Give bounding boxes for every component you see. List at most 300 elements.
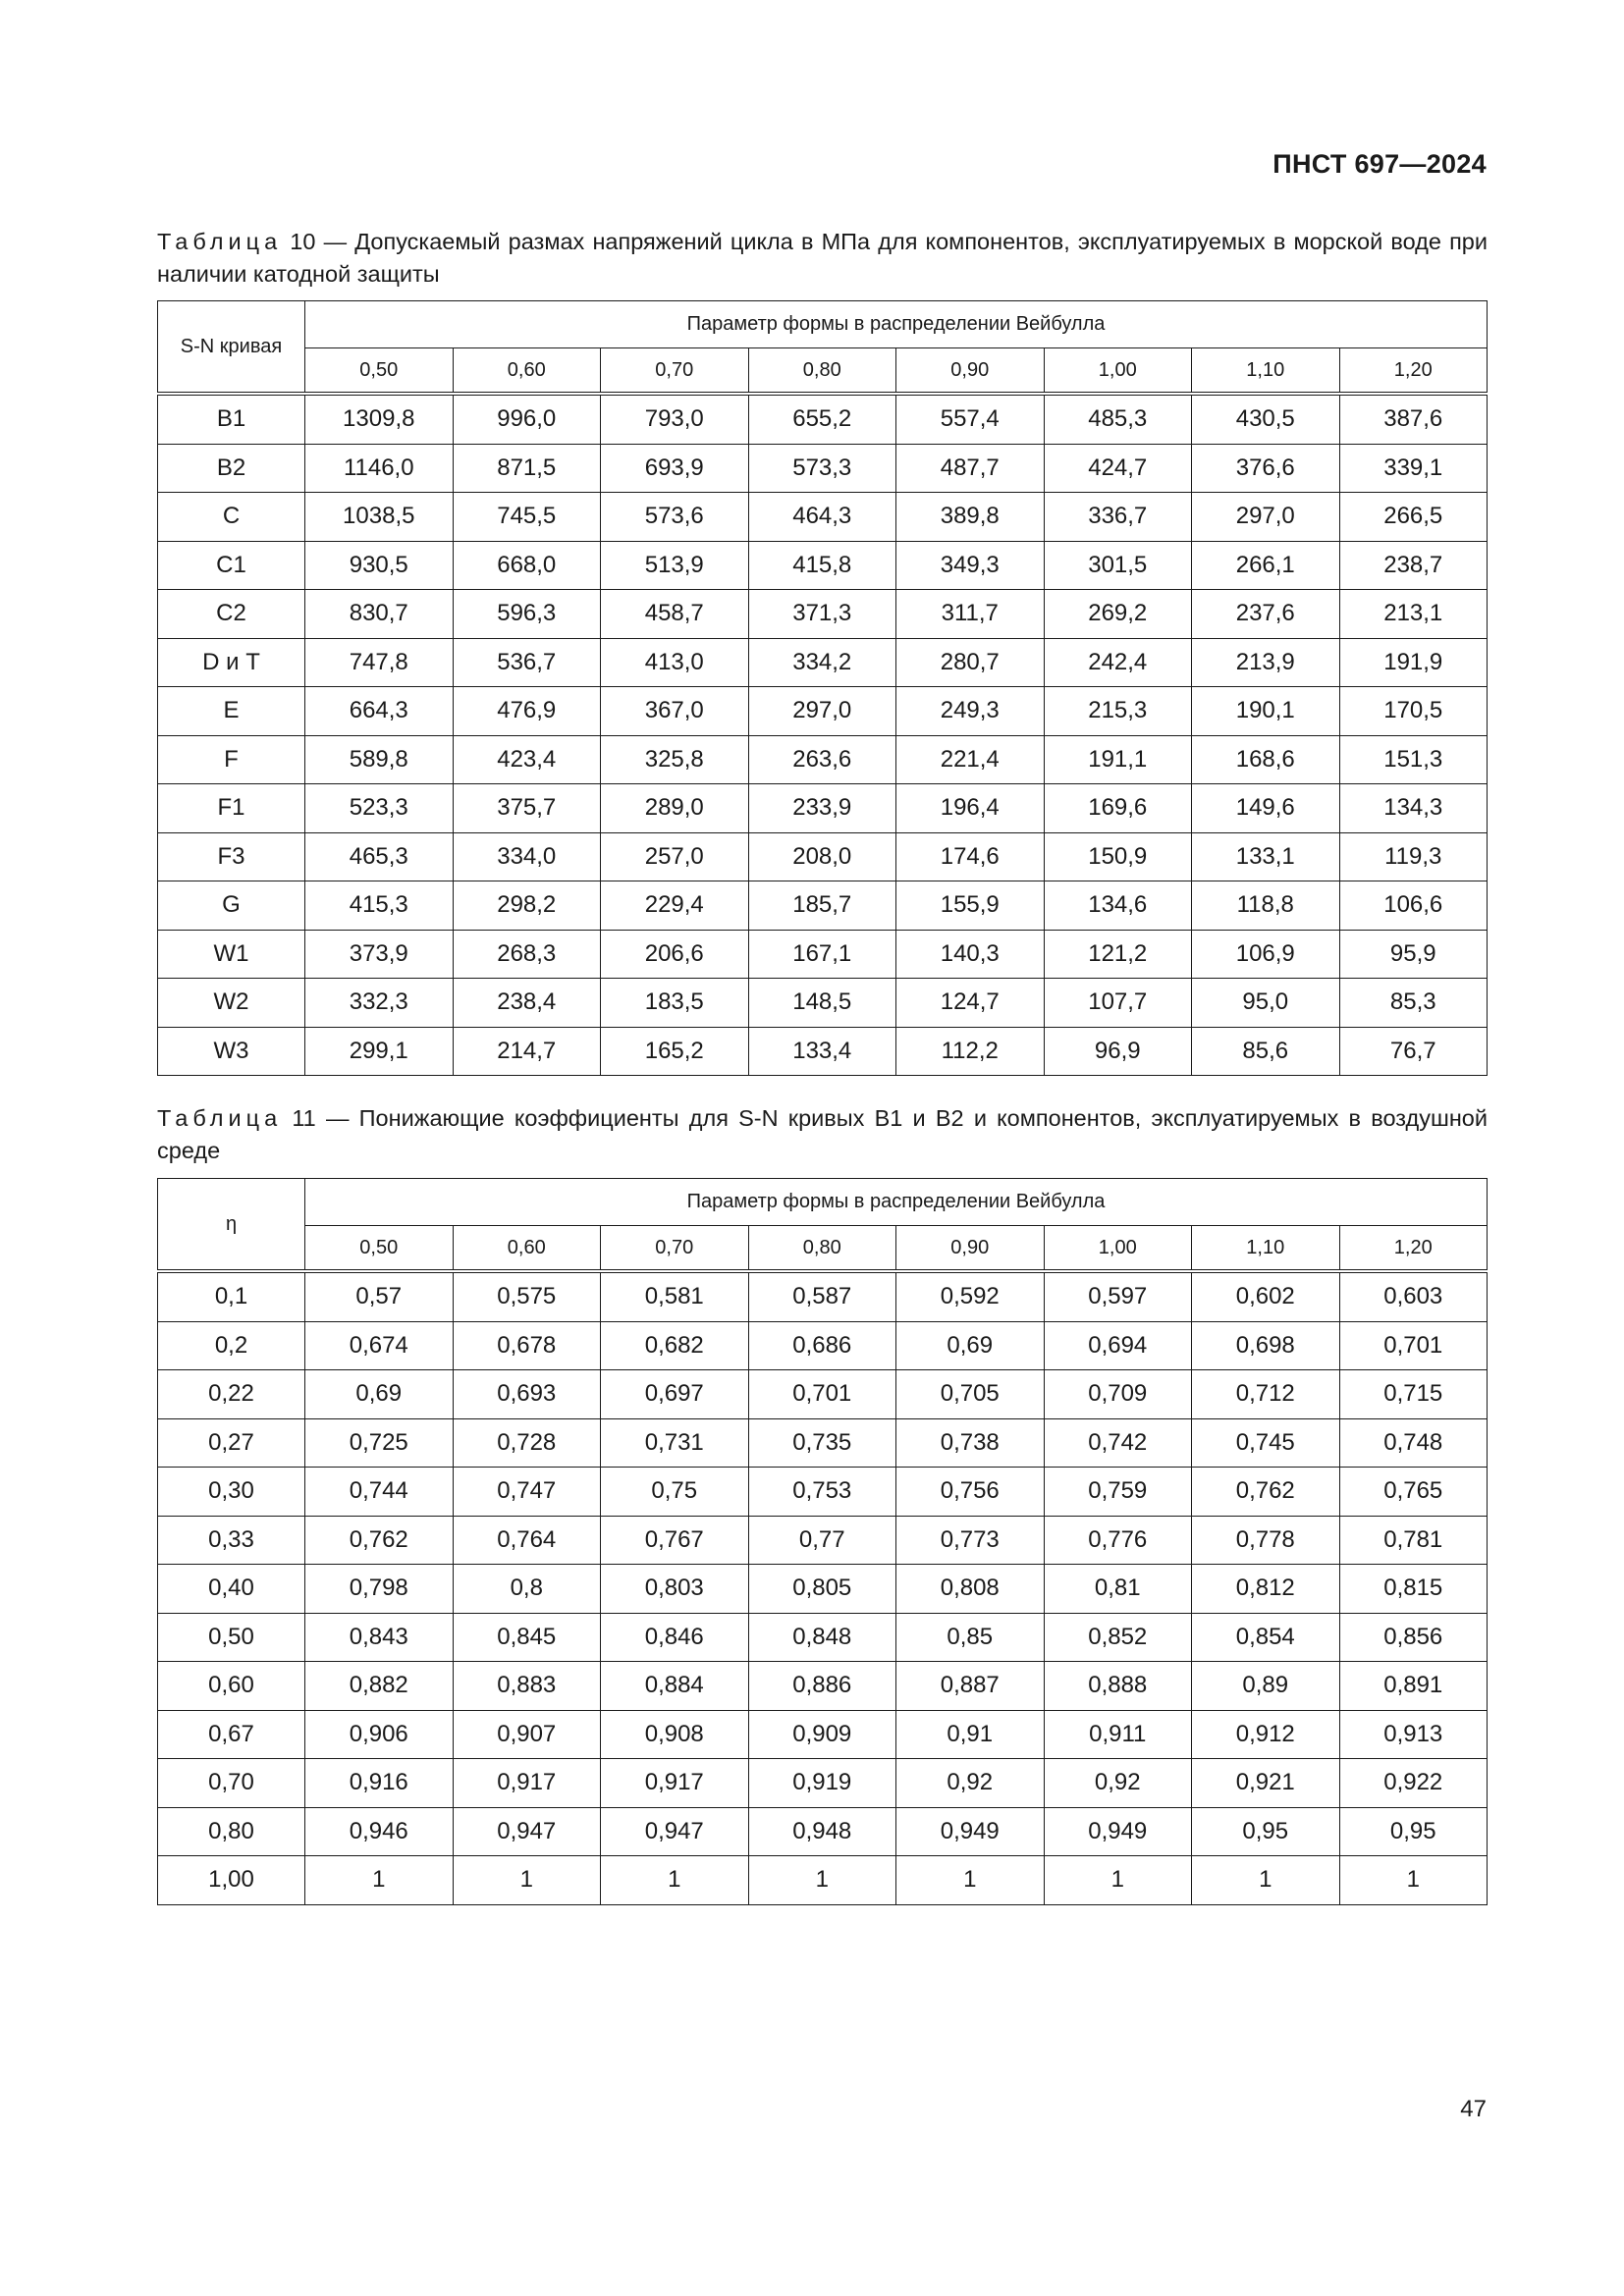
value-cell: 0,747 <box>453 1468 601 1517</box>
value-cell: 573,3 <box>748 444 896 493</box>
value-cell: 513,9 <box>601 541 749 590</box>
value-cell: 415,3 <box>305 881 454 931</box>
value-cell: 95,0 <box>1192 979 1340 1028</box>
value-cell: 0,762 <box>305 1516 454 1565</box>
row-label-cell: 0,1 <box>158 1271 305 1321</box>
value-cell: 0,92 <box>1044 1759 1192 1808</box>
value-cell: 536,7 <box>453 638 601 687</box>
value-cell: 465,3 <box>305 832 454 881</box>
value-cell: 0,908 <box>601 1710 749 1759</box>
column-header: 0,60 <box>453 348 601 395</box>
value-cell: 297,0 <box>748 687 896 736</box>
value-cell: 76,7 <box>1339 1027 1488 1076</box>
value-cell: 0,693 <box>453 1370 601 1419</box>
value-cell: 458,7 <box>601 590 749 639</box>
value-cell: 149,6 <box>1192 784 1340 833</box>
value-cell: 0,778 <box>1192 1516 1340 1565</box>
value-cell: 373,9 <box>305 930 454 979</box>
value-cell: 107,7 <box>1044 979 1192 1028</box>
value-cell: 0,949 <box>1044 1807 1192 1856</box>
column-header: 1,10 <box>1192 348 1340 395</box>
value-cell: 150,9 <box>1044 832 1192 881</box>
value-cell: 334,0 <box>453 832 601 881</box>
value-cell: 523,3 <box>305 784 454 833</box>
value-cell: 376,6 <box>1192 444 1340 493</box>
value-cell: 0,947 <box>601 1807 749 1856</box>
value-cell: 124,7 <box>896 979 1045 1028</box>
column-header: 0,80 <box>748 1226 896 1272</box>
value-cell: 1 <box>453 1856 601 1905</box>
value-cell: 413,0 <box>601 638 749 687</box>
value-cell: 0,744 <box>305 1468 454 1517</box>
value-cell: 0,597 <box>1044 1271 1192 1321</box>
value-cell: 1 <box>1044 1856 1192 1905</box>
value-cell: 0,712 <box>1192 1370 1340 1419</box>
value-cell: 589,8 <box>305 735 454 784</box>
row-label-cell: W2 <box>158 979 305 1028</box>
column-header: 0,70 <box>601 348 749 395</box>
row-label-cell: F <box>158 735 305 784</box>
value-cell: 0,77 <box>748 1516 896 1565</box>
value-cell: 257,0 <box>601 832 749 881</box>
page-number: 47 <box>1460 2096 1487 2122</box>
header-row <box>158 301 1488 348</box>
value-cell: 668,0 <box>453 541 601 590</box>
value-cell: 0,919 <box>748 1759 896 1808</box>
value-cell: 237,6 <box>1192 590 1340 639</box>
value-cell: 325,8 <box>601 735 749 784</box>
row-label-cell: C <box>158 493 305 542</box>
value-cell: 0,587 <box>748 1271 896 1321</box>
value-cell: 0,738 <box>896 1418 1045 1468</box>
value-cell: 0,846 <box>601 1613 749 1662</box>
table11-caption <box>157 1102 1488 1167</box>
table-row <box>158 541 1488 590</box>
row-label-cell: F3 <box>158 832 305 881</box>
value-cell: 0,765 <box>1339 1468 1488 1517</box>
column-header-row <box>158 1226 1488 1272</box>
value-cell: 0,709 <box>1044 1370 1192 1419</box>
value-cell: 233,9 <box>748 784 896 833</box>
value-cell: 85,6 <box>1192 1027 1340 1076</box>
value-cell: 0,948 <box>748 1807 896 1856</box>
table-row <box>158 832 1488 881</box>
value-cell: 0,81 <box>1044 1565 1192 1614</box>
row-label-cell: E <box>158 687 305 736</box>
value-cell: 297,0 <box>1192 493 1340 542</box>
value-cell: 85,3 <box>1339 979 1488 1028</box>
value-cell: 0,882 <box>305 1662 454 1711</box>
value-cell: 0,773 <box>896 1516 1045 1565</box>
value-cell: 0,815 <box>1339 1565 1488 1614</box>
value-cell: 0,767 <box>601 1516 749 1565</box>
value-cell: 0,603 <box>1339 1271 1488 1321</box>
value-cell: 0,678 <box>453 1321 601 1370</box>
document-code: ПНСТ 697—2024 <box>1272 149 1487 179</box>
table-row <box>158 1759 1488 1808</box>
value-cell: 349,3 <box>896 541 1045 590</box>
value-cell: 0,913 <box>1339 1710 1488 1759</box>
row-label-cell: C1 <box>158 541 305 590</box>
value-cell: 0,69 <box>305 1370 454 1419</box>
value-cell: 0,884 <box>601 1662 749 1711</box>
value-cell: 871,5 <box>453 444 601 493</box>
value-cell: 0,916 <box>305 1759 454 1808</box>
table-row <box>158 1710 1488 1759</box>
value-cell: 106,6 <box>1339 881 1488 931</box>
value-cell: 423,4 <box>453 735 601 784</box>
value-cell: 0,803 <box>601 1565 749 1614</box>
row-label-cell: 0,2 <box>158 1321 305 1370</box>
table-row <box>158 444 1488 493</box>
value-cell: 0,89 <box>1192 1662 1340 1711</box>
value-cell: 0,735 <box>748 1418 896 1468</box>
value-cell: 0,753 <box>748 1468 896 1517</box>
table-row <box>158 784 1488 833</box>
value-cell: 339,1 <box>1339 444 1488 493</box>
value-cell: 336,7 <box>1044 493 1192 542</box>
value-cell: 0,715 <box>1339 1370 1488 1419</box>
table-row <box>158 1565 1488 1614</box>
value-cell: 747,8 <box>305 638 454 687</box>
table10-caption-prefix: Таблица <box>157 229 283 254</box>
table-row <box>158 1856 1488 1905</box>
value-cell: 0,91 <box>896 1710 1045 1759</box>
group-header: Параметр формы в распределении Вейбулла <box>305 301 1488 348</box>
value-cell: 0,745 <box>1192 1418 1340 1468</box>
value-cell: 375,7 <box>453 784 601 833</box>
value-cell: 0,92 <box>896 1759 1045 1808</box>
value-cell: 0,808 <box>896 1565 1045 1614</box>
value-cell: 596,3 <box>453 590 601 639</box>
row-label-cell: 0,50 <box>158 1613 305 1662</box>
value-cell: 301,5 <box>1044 541 1192 590</box>
table-row <box>158 979 1488 1028</box>
value-cell: 389,8 <box>896 493 1045 542</box>
value-cell: 168,6 <box>1192 735 1340 784</box>
value-cell: 830,7 <box>305 590 454 639</box>
value-cell: 0,805 <box>748 1565 896 1614</box>
value-cell: 196,4 <box>896 784 1045 833</box>
table-row <box>158 1613 1488 1662</box>
row-label-cell: 0,67 <box>158 1710 305 1759</box>
value-cell: 134,3 <box>1339 784 1488 833</box>
value-cell: 0,852 <box>1044 1613 1192 1662</box>
value-cell: 191,9 <box>1339 638 1488 687</box>
value-cell: 266,1 <box>1192 541 1340 590</box>
value-cell: 0,907 <box>453 1710 601 1759</box>
value-cell: 183,5 <box>601 979 749 1028</box>
column-header: 0,90 <box>896 348 1045 395</box>
value-cell: 0,698 <box>1192 1321 1340 1370</box>
value-cell: 106,9 <box>1192 930 1340 979</box>
value-cell: 0,759 <box>1044 1468 1192 1517</box>
value-cell: 133,1 <box>1192 832 1340 881</box>
value-cell: 0,581 <box>601 1271 749 1321</box>
value-cell: 151,3 <box>1339 735 1488 784</box>
table11-caption-prefix: Таблица <box>157 1105 283 1131</box>
row-label-cell: 0,70 <box>158 1759 305 1808</box>
row-label-cell: 0,60 <box>158 1662 305 1711</box>
table-row <box>158 735 1488 784</box>
value-cell: 0,887 <box>896 1662 1045 1711</box>
value-cell: 206,6 <box>601 930 749 979</box>
table-row <box>158 394 1488 444</box>
value-cell: 996,0 <box>453 394 601 444</box>
row-label-cell: F1 <box>158 784 305 833</box>
table-row <box>158 1271 1488 1321</box>
value-cell: 249,3 <box>896 687 1045 736</box>
value-cell: 1038,5 <box>305 493 454 542</box>
value-cell: 0,764 <box>453 1516 601 1565</box>
value-cell: 96,9 <box>1044 1027 1192 1076</box>
column-header: 1,20 <box>1339 1226 1488 1272</box>
value-cell: 1309,8 <box>305 394 454 444</box>
row-label-cell: 1,00 <box>158 1856 305 1905</box>
column-header: 0,90 <box>896 1226 1045 1272</box>
value-cell: 133,4 <box>748 1027 896 1076</box>
table10-caption-text: 10 — Допускаемый размах напряжений цикла в МПа для компонентов, эксплуатируемых в морской воде при наличии катодной защиты <box>157 229 1488 287</box>
row-label-cell: 0,30 <box>158 1468 305 1517</box>
table-row <box>158 687 1488 736</box>
value-cell: 165,2 <box>601 1027 749 1076</box>
value-cell: 0,917 <box>453 1759 601 1808</box>
value-cell: 0,911 <box>1044 1710 1192 1759</box>
table-row <box>158 1027 1488 1076</box>
value-cell: 655,2 <box>748 394 896 444</box>
value-cell: 311,7 <box>896 590 1045 639</box>
value-cell: 424,7 <box>1044 444 1192 493</box>
value-cell: 155,9 <box>896 881 1045 931</box>
value-cell: 0,947 <box>453 1807 601 1856</box>
value-cell: 0,856 <box>1339 1613 1488 1662</box>
value-cell: 476,9 <box>453 687 601 736</box>
value-cell: 1 <box>601 1856 749 1905</box>
value-cell: 485,3 <box>1044 394 1192 444</box>
table-row <box>158 1418 1488 1468</box>
value-cell: 289,0 <box>601 784 749 833</box>
column-header: 1,00 <box>1044 1226 1192 1272</box>
value-cell: 268,3 <box>453 930 601 979</box>
value-cell: 371,3 <box>748 590 896 639</box>
column-header: 0,50 <box>305 348 454 395</box>
value-cell: 0,909 <box>748 1710 896 1759</box>
value-cell: 930,5 <box>305 541 454 590</box>
value-cell: 367,0 <box>601 687 749 736</box>
value-cell: 169,6 <box>1044 784 1192 833</box>
value-cell: 0,883 <box>453 1662 601 1711</box>
value-cell: 0,921 <box>1192 1759 1340 1808</box>
value-cell: 213,1 <box>1339 590 1488 639</box>
value-cell: 213,9 <box>1192 638 1340 687</box>
row-label-cell: D и T <box>158 638 305 687</box>
value-cell: 0,845 <box>453 1613 601 1662</box>
value-cell: 0,843 <box>305 1613 454 1662</box>
table-row <box>158 881 1488 931</box>
value-cell: 0,891 <box>1339 1662 1488 1711</box>
table10-caption <box>157 226 1488 291</box>
table-row <box>158 1468 1488 1517</box>
value-cell: 0,705 <box>896 1370 1045 1419</box>
row-label-cell: B2 <box>158 444 305 493</box>
value-cell: 745,5 <box>453 493 601 542</box>
value-cell: 1 <box>305 1856 454 1905</box>
value-cell: 0,728 <box>453 1418 601 1468</box>
column-header: 0,80 <box>748 348 896 395</box>
value-cell: 0,742 <box>1044 1418 1192 1468</box>
value-cell: 0,57 <box>305 1271 454 1321</box>
value-cell: 190,1 <box>1192 687 1340 736</box>
value-cell: 167,1 <box>748 930 896 979</box>
table-row <box>158 1662 1488 1711</box>
value-cell: 280,7 <box>896 638 1045 687</box>
value-cell: 140,3 <box>896 930 1045 979</box>
table11 <box>157 1178 1488 1905</box>
value-cell: 191,1 <box>1044 735 1192 784</box>
value-cell: 0,848 <box>748 1613 896 1662</box>
value-cell: 185,7 <box>748 881 896 931</box>
value-cell: 0,912 <box>1192 1710 1340 1759</box>
value-cell: 0,697 <box>601 1370 749 1419</box>
value-cell: 0,674 <box>305 1321 454 1370</box>
value-cell: 693,9 <box>601 444 749 493</box>
value-cell: 0,701 <box>748 1370 896 1419</box>
value-cell: 298,2 <box>453 881 601 931</box>
row-label-cell: 0,40 <box>158 1565 305 1614</box>
value-cell: 0,682 <box>601 1321 749 1370</box>
value-cell: 148,5 <box>748 979 896 1028</box>
value-cell: 387,6 <box>1339 394 1488 444</box>
value-cell: 221,4 <box>896 735 1045 784</box>
value-cell: 0,812 <box>1192 1565 1340 1614</box>
value-cell: 238,4 <box>453 979 601 1028</box>
row-label-cell: 0,27 <box>158 1418 305 1468</box>
value-cell: 118,8 <box>1192 881 1340 931</box>
value-cell: 266,5 <box>1339 493 1488 542</box>
value-cell: 263,6 <box>748 735 896 784</box>
value-cell: 95,9 <box>1339 930 1488 979</box>
row-label-cell: 0,33 <box>158 1516 305 1565</box>
table-row <box>158 1321 1488 1370</box>
value-cell: 1 <box>896 1856 1045 1905</box>
value-cell: 0,946 <box>305 1807 454 1856</box>
value-cell: 0,917 <box>601 1759 749 1808</box>
value-cell: 1 <box>1192 1856 1340 1905</box>
column-header: 0,50 <box>305 1226 454 1272</box>
value-cell: 430,5 <box>1192 394 1340 444</box>
table-row <box>158 1516 1488 1565</box>
row-label-cell: W3 <box>158 1027 305 1076</box>
value-cell: 0,95 <box>1339 1807 1488 1856</box>
value-cell: 1 <box>748 1856 896 1905</box>
row-label-cell: 0,22 <box>158 1370 305 1419</box>
value-cell: 0,762 <box>1192 1468 1340 1517</box>
table-row <box>158 1370 1488 1419</box>
value-cell: 0,949 <box>896 1807 1045 1856</box>
value-cell: 119,3 <box>1339 832 1488 881</box>
row-label-cell: 0,80 <box>158 1807 305 1856</box>
value-cell: 0,686 <box>748 1321 896 1370</box>
value-cell: 299,1 <box>305 1027 454 1076</box>
value-cell: 0,756 <box>896 1468 1045 1517</box>
value-cell: 0,694 <box>1044 1321 1192 1370</box>
table11-caption-text: 11 — Понижающие коэффициенты для S-N кривых B1 и B2 и компонентов, эксплуатируемых в воздушной среде <box>157 1105 1488 1163</box>
row-label-cell: B1 <box>158 394 305 444</box>
value-cell: 0,888 <box>1044 1662 1192 1711</box>
table-row <box>158 930 1488 979</box>
value-cell: 0,75 <box>601 1468 749 1517</box>
header-row <box>158 1179 1488 1226</box>
column-header: 0,60 <box>453 1226 601 1272</box>
table-row <box>158 590 1488 639</box>
row-label-cell: C2 <box>158 590 305 639</box>
value-cell: 112,2 <box>896 1027 1045 1076</box>
value-cell: 214,7 <box>453 1027 601 1076</box>
value-cell: 269,2 <box>1044 590 1192 639</box>
value-cell: 334,2 <box>748 638 896 687</box>
column-header-row <box>158 348 1488 395</box>
value-cell: 0,886 <box>748 1662 896 1711</box>
table-row <box>158 638 1488 687</box>
value-cell: 1146,0 <box>305 444 454 493</box>
value-cell: 557,4 <box>896 394 1045 444</box>
group-header: Параметр формы в распределении Вейбулла <box>305 1179 1488 1226</box>
value-cell: 573,6 <box>601 493 749 542</box>
value-cell: 0,85 <box>896 1613 1045 1662</box>
column-header: 1,10 <box>1192 1226 1340 1272</box>
column-header: 1,00 <box>1044 348 1192 395</box>
value-cell: 0,798 <box>305 1565 454 1614</box>
corner-header: S-N кривая <box>158 301 305 395</box>
row-label-cell: W1 <box>158 930 305 979</box>
value-cell: 0,69 <box>896 1321 1045 1370</box>
corner-header: η <box>158 1179 305 1272</box>
value-cell: 242,4 <box>1044 638 1192 687</box>
value-cell: 0,95 <box>1192 1807 1340 1856</box>
column-header: 0,70 <box>601 1226 749 1272</box>
value-cell: 1 <box>1339 1856 1488 1905</box>
value-cell: 170,5 <box>1339 687 1488 736</box>
value-cell: 215,3 <box>1044 687 1192 736</box>
value-cell: 0,725 <box>305 1418 454 1468</box>
value-cell: 121,2 <box>1044 930 1192 979</box>
value-cell: 229,4 <box>601 881 749 931</box>
table-row <box>158 493 1488 542</box>
value-cell: 332,3 <box>305 979 454 1028</box>
value-cell: 793,0 <box>601 394 749 444</box>
value-cell: 238,7 <box>1339 541 1488 590</box>
column-header: 1,20 <box>1339 348 1488 395</box>
row-label-cell: G <box>158 881 305 931</box>
value-cell: 0,592 <box>896 1271 1045 1321</box>
value-cell: 0,922 <box>1339 1759 1488 1808</box>
value-cell: 415,8 <box>748 541 896 590</box>
value-cell: 0,8 <box>453 1565 601 1614</box>
table-row <box>158 1807 1488 1856</box>
value-cell: 0,748 <box>1339 1418 1488 1468</box>
value-cell: 0,575 <box>453 1271 601 1321</box>
value-cell: 464,3 <box>748 493 896 542</box>
value-cell: 0,776 <box>1044 1516 1192 1565</box>
value-cell: 0,854 <box>1192 1613 1340 1662</box>
value-cell: 0,701 <box>1339 1321 1488 1370</box>
value-cell: 0,781 <box>1339 1516 1488 1565</box>
value-cell: 0,731 <box>601 1418 749 1468</box>
value-cell: 134,6 <box>1044 881 1192 931</box>
value-cell: 0,906 <box>305 1710 454 1759</box>
value-cell: 174,6 <box>896 832 1045 881</box>
value-cell: 0,602 <box>1192 1271 1340 1321</box>
